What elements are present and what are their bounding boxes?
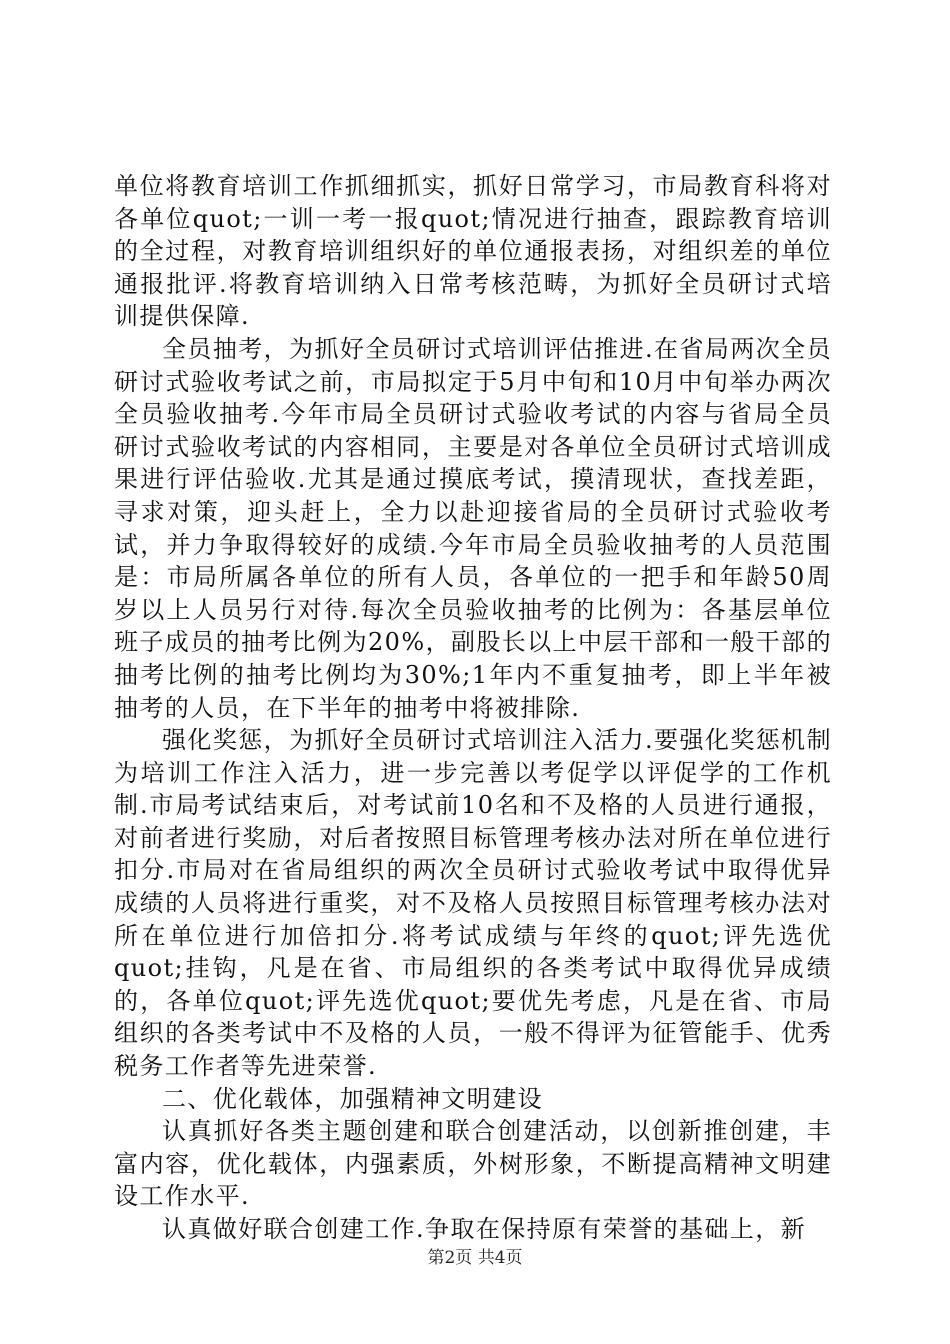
section-heading: 二、优化载体，加强精神文明建设: [162, 1084, 543, 1113]
paragraph-1: 单位将教育培训工作抓细抓实，抓好日常学习，市局教育科将对各单位quot;一训一考一报quot;情况进行抽查，跟踪教育培训的全过程，对教育培训组织好的单位通报表扬，对组织差的单位通报批评.将教育培训纳入日常考核范畴，为抓好全员研讨式培训提供保障.: [114, 172, 832, 331]
document-body: [114, 170, 832, 1246]
paragraph-3: 强化奖惩，为抓好全员研讨式培训注入活力.要强化奖惩机制为培训工作注入活力，进一步完善以考促学以评促学的工作机制.市局考试结束后，对考试前10名和不及格的人员进行通报，对前者进行奖励，对后者按照目标管理考核办法对所在单位进行扣分.市局对在省局组织的两次全员研讨式验收考试中取得优异成绩的人员将进行重奖，对不及格人员按照目标管理考核办法对所在单位进行加倍扣分.将考试成绩与年终的quot;评先选优quot;挂钩，凡是在省、市局组织的各类考试中取得优异成绩的，各单位quot;评先选优quot;要优先考虑，凡是在省、市局组织的各类考试中不及格的人员，一般不得评为征管能手、优秀税务工作者等先进荣誉.: [114, 726, 832, 1081]
paragraph-2: 全员抽考，为抓好全员研讨式培训评估推进.在省局两次全员研讨式验收考试之前，市局拟定于5月中旬和10月中旬举办两次全员验收抽考.今年市局全员研讨式验收考试的内容与省局全员研讨式验收考试的内容相同，主要是对各单位全员研讨式培训成果进行评估验收.尤其是通过摸底考试，摸清现状，查找差距，寻求对策，迎头赶上，全力以赴迎接省局的全员研讨式验收考试，并力争取得较好的成绩.今年市局全员验收抽考的人员范围是：市局所属各单位的所有人员，各单位的一把手和年龄50周岁以上人员另行对待.每次全员验收抽考的比例为：各基层单位班子成员的抽考比例为20%，副股长以上中层干部和一般干部的抽考比例的抽考比例均为30%;1年内不重复抽考，即上半年被抽考的人员，在下半年的抽考中将被排除.: [114, 334, 832, 722]
paragraph-5: 认真做好联合创建工作.争取在保持原有荣誉的基础上，新: [162, 1215, 807, 1243]
page-footer: [0, 1243, 950, 1268]
paragraph-4: 认真抓好各类主题创建和联合创建活动，以创新推创建，丰富内容，优化载体，内强素质，外树形象，不断提高精神文明建设工作水平.: [114, 1117, 832, 1211]
page-number: 第2页 共4页: [427, 1248, 523, 1268]
